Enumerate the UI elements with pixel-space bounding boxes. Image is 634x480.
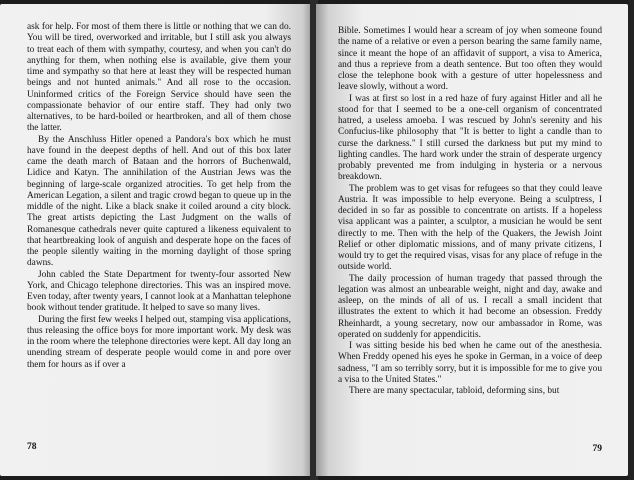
paragraph: I was sitting beside his bed when he came out of the anesthesia. When Freddy opened his eyes he spoke in German, in a voice of deep sadness, "I am so terribly sorry, but it is impossible for me to give you a visa to the United States." [338, 341, 602, 385]
paragraph: The problem was to get visas for refugees so that they could leave Austria. It was impossible to help everyone. Being a sculptress, I decided in so far as possible to concentrate on artists. If a hopeless visa applicant was a painter, a sculptor, a musician he would be sent directly to me. Then with the help of the Quakers, the Jewish Joint Relief or other diplomatic missions, and of many private citizens, I would try to get the required visas, visas for any place of refuge in the outside world. [338, 183, 602, 273]
paragraph: During the first few weeks I helped out, stamping visa applications, thus releasing the office boys for more important work. My desk was in the room where the telephone directories were kept. All day long an unending stream of desperate people would come in and pore over them for hours as if over a [27, 314, 291, 370]
right-page-text [338, 26, 602, 397]
paragraph: I was at first so lost in a red haze of fury against Hitler and all he stood for that I seemed to be a one-cell organism of concentrated hatred, a useless amoeba. I was rescued by John's serenity and his Confucius-like philosophy that "It is better to light a candle than to curse the darkness." I still cursed the darkness but put my mind to lighting candles. The hard work under the strain of desperate urgency probably prevented me from indulging in hysteria or a nervous breakdown. [338, 93, 602, 183]
paragraph: John cabled the State Department for twenty-four assorted New York, and Chicago telephone directories. This was an inspired move. Even today, after twenty years, I cannot look at a Manhattan telephone book without tender gratitude. It helped to save so many lives. [27, 269, 291, 314]
left-page-text [27, 22, 291, 371]
paragraph: By the Anschluss Hitler opened a Pandora's box which he must have found in the deepest depths of hell. And out of this box later came the death march of Bataan and the horrors of Buchenwald, Lidice and Katyn. The annihilation of the Austrian Jews was the beginning of large-scale organized atrocities. To get help from the American Legation, a silent and tragic crowd began to queue up in the middle of the night. Like a black snake it coiled around a city block. The great artists depicting the Last Judgment on the walls of Romanesque cathedrals never quite captured a likeness equivalent to that heartbreaking look of anguish and desperate hope on the faces of the people silently waiting in the morning daylight of those spring dawns. [27, 134, 291, 269]
book-edge [628, 0, 634, 480]
paragraph: Bible. Sometimes I would hear a scream of joy when someone found the name of a relative or even a person bearing the same family name, since it meant the hope of an affidavit of support, a visa to America, and thus a reprieve from a death sentence. But too often they would close the telephone book with a gesture of utter hopelessness and leave slowly, without a word. [338, 26, 602, 93]
paragraph: The daily procession of human tragedy that passed through the legation was almost an unbearable weight, night and day, awake and asleep, on the minds of all of us. I recall a small incident that illustrates the extent to which it had become an obsession. Freddy Rheinhardt, a young secretary, now our ambassador in Rome, was operated on suddenly for appendicitis. [338, 273, 602, 340]
page-number: 79 [592, 444, 602, 454]
page-number: 78 [27, 442, 37, 452]
left-page [0, 4, 312, 476]
paragraph: There are many spectacular, tabloid, deforming sins, but [349, 386, 560, 396]
right-page [316, 4, 628, 476]
paragraph: ask for help. For most of them there is little or nothing that we can do. You will be tired, overworked and irritable, but I still ask you always to treat each of them with sympathy, courtesy, and when you can't do anything for them, when nothing else is available, give them your time and sympathy so that here at least they will be respected human beings and not hunted animals." And all rose to the occasion. Uninformed critics of the Foreign Service should have seen the compassionate behavior of our entire staff. They had only two alternatives, to be hard-boiled or heartbroken, and all of them chose the latter. [27, 22, 291, 134]
